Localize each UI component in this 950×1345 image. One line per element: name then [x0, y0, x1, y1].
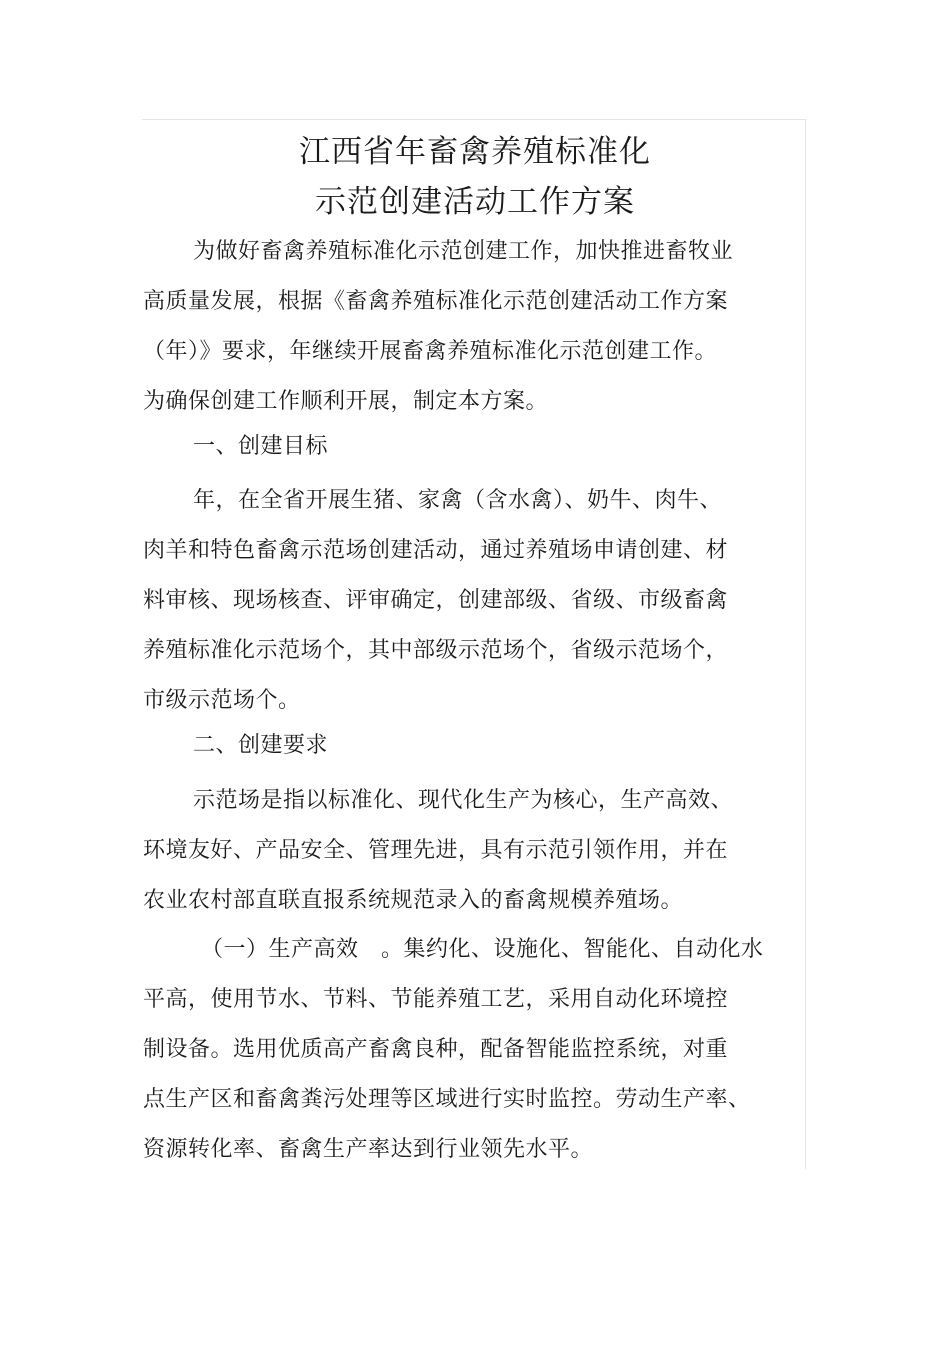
paragraph-line: 制设备。选用优质高产畜禽良种，配备智能监控系统，对重	[143, 1037, 729, 1062]
paragraph-line: 平高，使用节水、节料、节能养殖工艺，采用自动化环境控	[143, 987, 729, 1012]
subsection-line: （一）生产高效 。集约化、设施化、智能化、自动化水	[201, 937, 764, 962]
paragraph-line: 高质量发展，根据《畜禽养殖标准化示范创建活动工作方案	[143, 289, 729, 314]
document-title-line-1: 江西省年畜禽养殖标准化	[299, 134, 651, 170]
paragraph-line: 为做好畜禽养殖标准化示范创建工作，加快推进畜牧业	[193, 239, 734, 264]
section-heading-2: 二、创建要求	[193, 733, 329, 758]
paragraph-line: 年，在全省开展生猪、家禽（含水禽）、奶牛、肉牛、	[193, 488, 723, 513]
paragraph-line: 示范场是指以标准化、现代化生产为核心，生产高效、	[193, 788, 734, 813]
paragraph-line: 肉羊和特色畜禽示范场创建活动，通过养殖场申请创建、材	[143, 538, 729, 563]
paragraph-line: （年）》要求，年继续开展畜禽养殖标准化示范创建工作。	[143, 339, 718, 364]
paragraph-line: 料审核、现场核查、评审确定，创建部级、省级、市级畜禽	[143, 588, 729, 613]
paragraph-line: 农业农村部直联直报系统规范录入的畜禽规模养殖场。	[143, 888, 684, 913]
paragraph-line: 资源转化率、畜禽生产率达到行业领先水平。	[143, 1137, 594, 1162]
paragraph-line: 点生产区和畜禽粪污处理等区域进行实时监控。劳动生产率、	[143, 1087, 751, 1112]
paragraph-line: 养殖标准化示范场个，其中部级示范场个，省级示范场个，	[143, 638, 729, 663]
section-heading-1: 一、创建目标	[193, 434, 329, 459]
document-title-line-2: 示范创建活动工作方案	[315, 184, 635, 220]
paragraph-line: 环境友好、产品安全、管理先进，具有示范引领作用，并在	[143, 838, 729, 863]
paragraph-line: 为确保创建工作顺利开展，制定本方案。	[143, 389, 549, 414]
paragraph-line: 市级示范场个。	[143, 688, 301, 713]
